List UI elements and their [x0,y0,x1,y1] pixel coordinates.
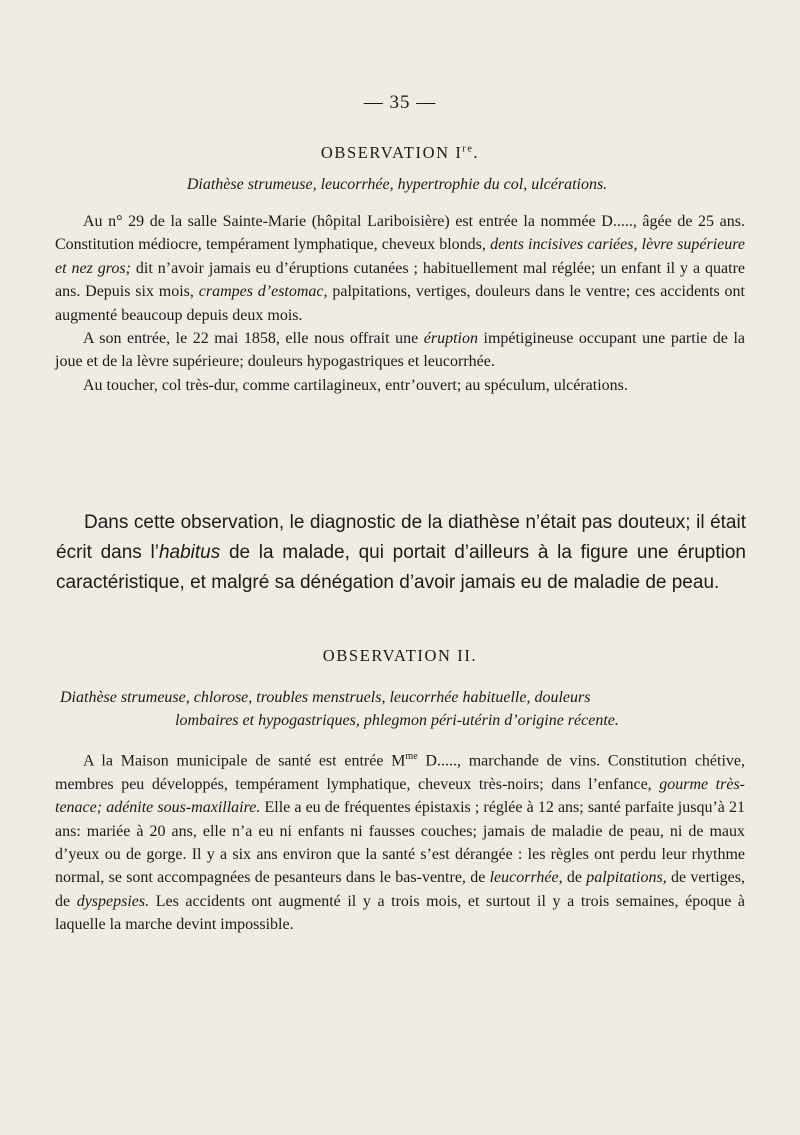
observation-1-heading-sup: re [462,143,474,155]
observation-1-heading: OBSERVATION Ire. [320,143,480,162]
observation-1-heading-text: OBSERVATION I [320,143,463,162]
observation-1-body [55,210,745,397]
text-run: A la Maison municipale de santé est entrée M [83,752,406,770]
text-run: A son entrée, le 22 mai 1858, elle nous offrait une [83,330,424,348]
italic-run: dyspepsies. [76,892,150,910]
text-run: palpitations, vertiges, douleurs dans le ventre; ces accidents ont augmenté beaucoup depuis deux mois. [55,283,746,324]
superscript: me [405,751,418,762]
text-run: D....., marchande de vins. Constitution chétive, membres peu développés, tempérament lymphatique, cheveux très-noirs; dans l’enfance, [55,752,746,793]
observation-1-paragraph-2 [55,327,745,374]
italic-run: leucorrhée, [489,869,563,887]
text-run: dit n’avoir jamais eu d’éruptions cutanées ; habituellement mal réglée; un enfant il y a quatre ans. Depuis six mois, [55,259,746,301]
text-run: impétigineuse occupant une partie de la joue et de la lèvre supérieure; douleurs hypogastriques et leucorrhée. [55,330,746,371]
observation-1-subtitle: Diathèse strumeuse, leucorrhée, hypertrophie du col, ulcérations. [186,176,608,193]
observation-1-paragraph-1 [55,210,745,327]
observation-2-paragraph-1 [55,745,745,937]
italic-run: palpitations, [586,869,667,887]
page-number: — 35 — [363,92,437,113]
italic-run: dents incisives cariées, lèvre supérieure et nez gros; [55,236,745,277]
observation-2-body [55,745,745,937]
commentary [56,508,746,598]
text-run: Au n° 29 de la salle Sainte-Marie (hôpital Lariboisière) est entrée la nommée D....., âgée de 25 ans. Constitution médiocre, tempérament lymphatique, cheveux blonds, [55,213,745,254]
observation-1-paragraph-3: Au toucher, col très-dur, comme cartilagineux, entr’ouvert; au spéculum, ulcérations. [83,376,628,394]
commentary-paragraph [56,508,746,598]
observation-2-heading: OBSERVATION II. [322,646,478,665]
italic-run: crampes d’estomac, [198,283,328,301]
italic-run: éruption [423,330,478,348]
italic-run: habitus [158,542,221,563]
text-run: Elle a eu de fréquentes épistaxis ; réglée à 12 ans; santé parfaite jusqu’à 21 ans: mariée à 20 ans, elle n’a eu ni enfants ni fausses couches; jamais de maladie de peau, ni de maux d’yeux ou de gorge. Il y a six ans environ que la santé s’est dérangée : les règles ont perdu leur rhythme normal, se sont accompagnées de pesanteurs dans le bas-ventre, de [55,799,746,887]
italic-run: gourme très-tenace; adénite sous-maxillaire. [55,775,745,817]
text-run: de vertiges, de [55,869,745,910]
text-run: de la malade, qui portait d’ailleurs à la figure une éruption caractéristique, et malgré sa dénégation d’avoir jamais eu de maladie de peau. [56,542,746,593]
observation-2-subtitle-line-2: lombaires et hypogastriques, phlegmon péri-utérin d’origine récente. [175,712,619,729]
text-run: Les accidents ont augmenté il y a trois mois, et surtout il y a trois semaines, époque à laquelle la marche devint impossible. [55,892,746,934]
text-run: de [562,869,587,887]
text-run: Dans cette observation, le diagnostic de la diathèse n’était pas douteux; il était écrit dans l’ [56,512,746,563]
observation-2-subtitle-line-1: Diathèse strumeuse, chlorose, troubles menstruels, leucorrhée habituelle, douleurs [60,689,591,706]
